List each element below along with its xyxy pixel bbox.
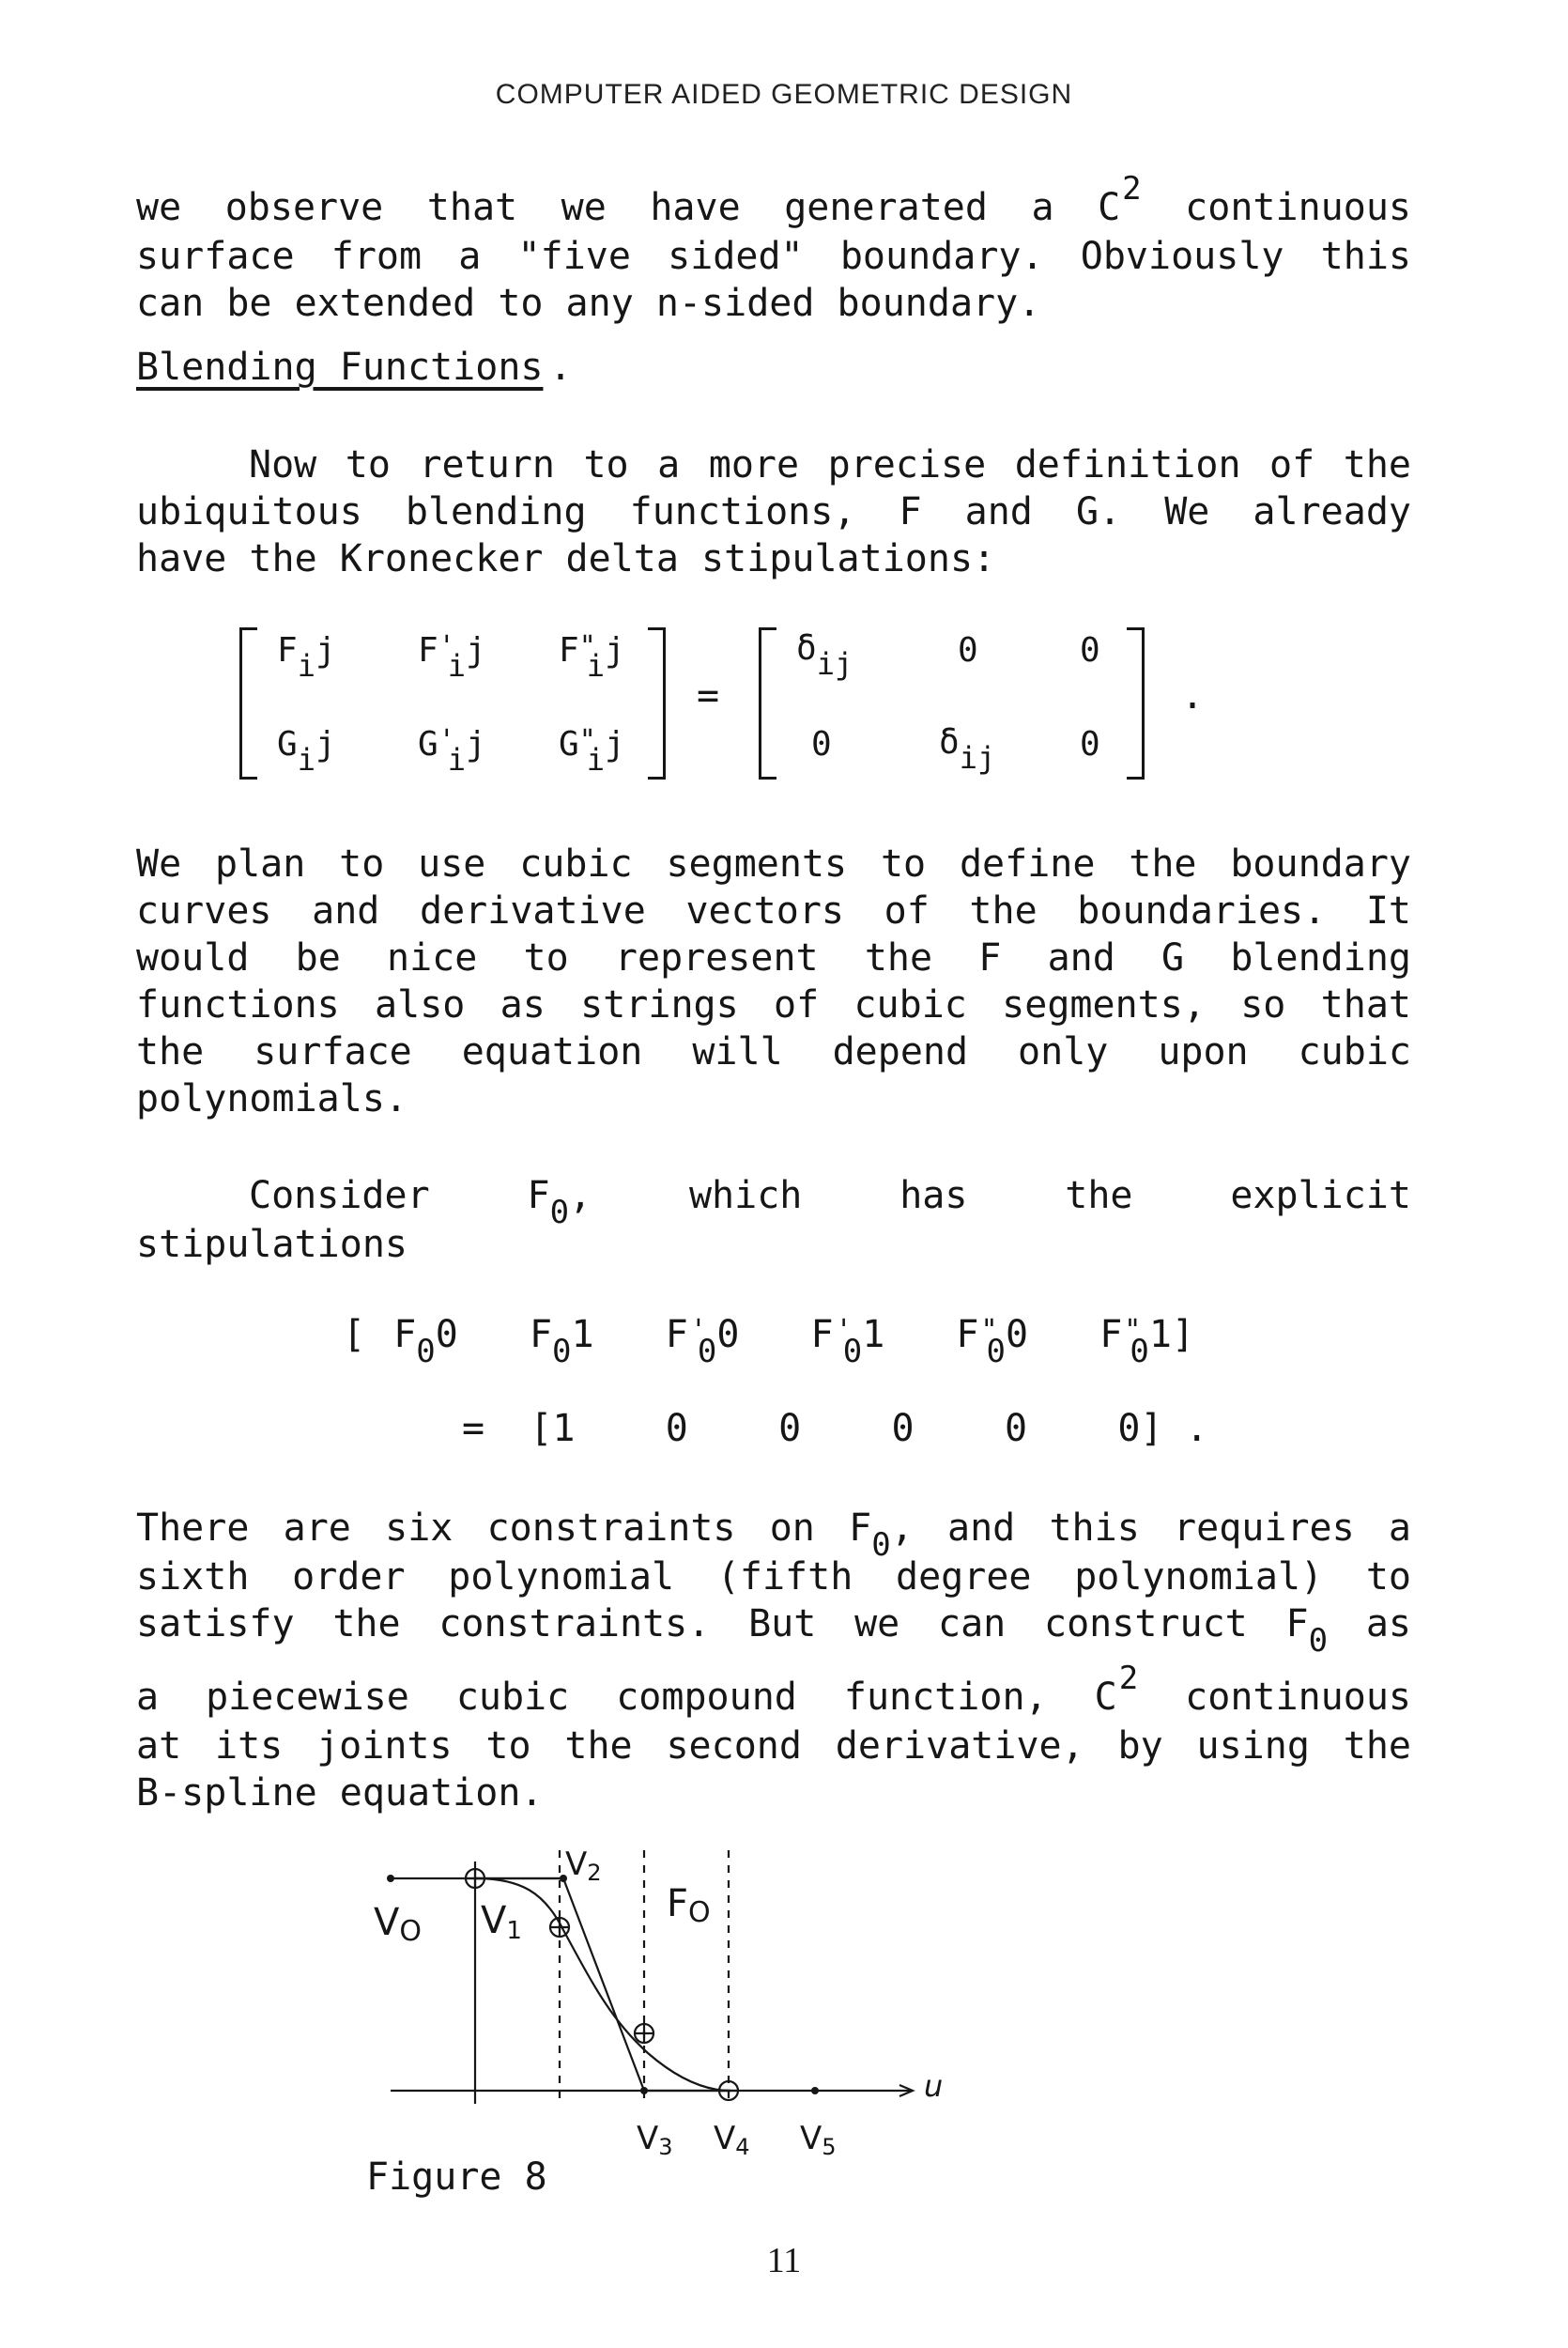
matrix-cell: Gij — [277, 725, 336, 778]
running-header: COMPUTER AIDED GEOMETRIC DESIGN — [495, 79, 1073, 110]
matrix-cell: 0 — [811, 725, 832, 764]
stipulation-vector — [343, 1313, 1195, 1370]
matrix-cell: F'ij — [418, 630, 486, 684]
right-bracket — [1127, 627, 1145, 780]
vertex-dot — [640, 2087, 648, 2094]
left-bracket — [239, 627, 257, 780]
vector-close-bracket: ] — [1171, 1313, 1195, 1356]
text-line: Now to return to a more precise definition of the — [249, 443, 1411, 487]
vector-entry: $F^"_00$ — [956, 1313, 1029, 1370]
figure-caption: Figure 8 — [366, 2155, 547, 2199]
text-line: Consider $F_0$, which has the explicit — [249, 1174, 1411, 1231]
vector-entry: $F'_01$ — [810, 1313, 885, 1370]
matrix-cell: Fij — [277, 631, 336, 684]
equals-sign: = — [697, 674, 720, 718]
text-line: stipulations — [136, 1223, 407, 1266]
matrix-cell: δij — [939, 723, 996, 776]
matrix-cell: G"ij — [559, 724, 625, 778]
text-line: satisfy the constraints. But we can construct $F_0$ as — [136, 1602, 1411, 1660]
matrix-cell: F"ij — [559, 630, 625, 684]
paragraph-consider — [136, 1172, 1411, 1268]
matrix-cell: 0 — [1080, 725, 1100, 764]
text-line: can be extended to any n-sided boundary. — [136, 282, 1041, 325]
page-number: 11 — [766, 2241, 802, 2280]
vector-entry: $F_01$ — [529, 1313, 594, 1370]
text-line: B-spline equation. — [136, 1771, 544, 1815]
vertex-dot — [811, 2087, 819, 2094]
matrix-cell: δij — [796, 629, 853, 682]
vertex-dot — [387, 1875, 394, 1882]
vector-open-bracket: [ — [343, 1313, 366, 1356]
text-line: curves and derivative vectors of the boundaries. It — [136, 889, 1411, 933]
label-v1: V1 — [481, 1899, 522, 1945]
label-u: u — [924, 2068, 944, 2104]
right-bracket — [648, 627, 666, 780]
label-f0: FO — [667, 1882, 711, 1929]
text-line: surface from a "five sided" boundary. Obviously this — [136, 235, 1411, 278]
label-v5: V5 — [800, 2120, 837, 2160]
text-line: There are six constraints on $F_0$, and this requires a — [136, 1506, 1411, 1564]
paragraph-intro — [136, 170, 1411, 327]
heading-period: . — [549, 346, 573, 389]
label-v2: V2 — [565, 1846, 602, 1886]
text-line: at its joints to the second derivative, by using the — [136, 1724, 1411, 1768]
vector-entry: $F'_00$ — [665, 1313, 740, 1370]
text-line: We plan to use cubic segments to define the boundary — [136, 842, 1411, 886]
matrix-cell: 0 — [958, 631, 978, 670]
label-v3: V3 — [637, 2120, 673, 2160]
label-v4: V4 — [714, 2120, 750, 2160]
section-heading: Blending Functions — [136, 346, 544, 389]
text-line: have the Kronecker delta stipulations: — [136, 537, 996, 580]
text-line: functions also as strings of cubic segments, so that — [136, 983, 1411, 1027]
paragraph-constraints — [136, 1505, 1411, 1816]
matrix-period: . — [1181, 674, 1205, 718]
text-line: sixth order polynomial (fifth degree polynomial) to — [136, 1555, 1411, 1599]
stipulation-values: = [1 0 0 0 0 0] . — [462, 1407, 1208, 1450]
label-v0: VO — [374, 1901, 422, 1948]
matrix-cell: 0 — [1080, 631, 1100, 670]
paragraph-blending — [136, 441, 1411, 582]
vector-entry: $F_00$ — [393, 1313, 458, 1370]
text-line: a piecewise cubic compound function, $C^2$ continuous — [136, 1660, 1411, 1719]
paragraph-cubic-segments — [136, 841, 1411, 1122]
vector-entry: $F^"_01$ — [1099, 1313, 1172, 1370]
left-bracket — [759, 627, 776, 780]
text-line: ubiquitous blending functions, F and G. We already — [136, 490, 1411, 533]
text-line: the surface equation will depend only upon cubic — [136, 1030, 1411, 1074]
text-line: polynomials. — [136, 1077, 407, 1120]
text-line: we observe that we have generated a $C^2$ continuous — [136, 170, 1411, 229]
text-line: would be nice to represent the F and G blending — [136, 936, 1411, 980]
matrix-cell: G'ij — [418, 724, 486, 778]
